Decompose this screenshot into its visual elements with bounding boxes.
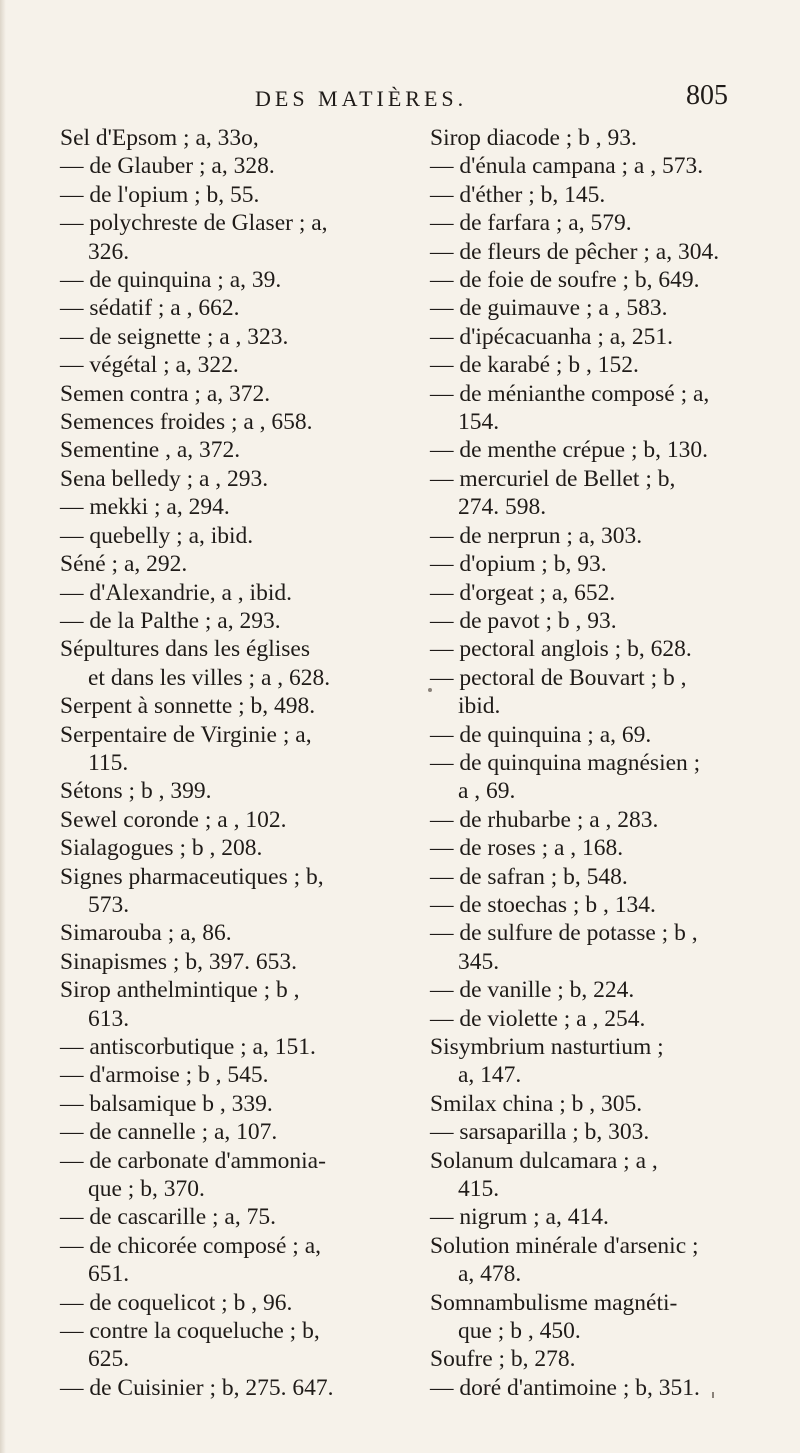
index-entry-continuation: a, 478. xyxy=(458,1261,522,1288)
index-entry: — sédatif ; a , 662. xyxy=(60,295,240,322)
index-entry: — d'énula campana ; a , 573. xyxy=(430,153,704,180)
index-entry: Sétons ; b , 399. xyxy=(60,778,212,805)
index-entry: — mekki ; a, 294. xyxy=(60,494,230,521)
index-entry: — végétal ; a, 322. xyxy=(60,352,239,379)
index-entry: — de foie de soufre ; b, 649. xyxy=(430,267,700,294)
index-entry: Sirop anthelmintique ; b , xyxy=(60,977,300,1004)
index-column-left xyxy=(60,124,400,1402)
index-entry: Signes pharmaceutiques ; b, xyxy=(60,863,324,890)
index-entry: — de cascarille ; a, 75. xyxy=(60,1204,276,1231)
index-entry: — d'éther ; b, 145. xyxy=(430,181,606,208)
index-entry: — d'opium ; b, 93. xyxy=(430,551,607,578)
index-entry-continuation: 326. xyxy=(88,238,130,265)
index-entry: — balsamique b , 339. xyxy=(60,1090,273,1117)
index-entry-continuation: 154. xyxy=(458,409,500,436)
index-entry: Solanum dulcamara ; a , xyxy=(430,1147,658,1174)
index-entry: — de guimauve ; a , 583. xyxy=(430,295,668,322)
index-entry: Séné ; a, 292. xyxy=(60,551,188,578)
index-entry: Sépultures dans les églises xyxy=(60,636,310,663)
index-entry: — de quinquina magnésien ; xyxy=(430,749,701,776)
index-entry: Sirop diacode ; b , 93. xyxy=(430,125,637,151)
index-entry: — d'ipécacuanha ; a, 251. xyxy=(430,323,674,350)
index-entry: — d'orgeat ; a, 652. xyxy=(430,579,616,606)
page-number: 805 xyxy=(686,80,728,111)
index-entry: — de seignette ; a , 323. xyxy=(60,323,289,350)
index-entry: — d'armoise ; b , 545. xyxy=(60,1062,269,1089)
index-entry-continuation: 274. 598. xyxy=(458,494,547,521)
index-entry-continuation: 651. xyxy=(88,1261,130,1288)
index-entry-continuation: et dans les villes ; a , 628. xyxy=(88,664,331,691)
index-entry: — de ménianthe composé ; a, xyxy=(430,380,710,407)
index-entry: Sel d'Epsom ; a, 33o, xyxy=(60,125,259,151)
index-entry-continuation: 415. xyxy=(458,1176,500,1203)
index-entry-continuation: a , 69. xyxy=(458,778,516,805)
index-column-right xyxy=(430,124,755,1402)
index-entry: — de quinquina ; a, 39. xyxy=(60,267,282,294)
index-entry-continuation: 573. xyxy=(88,891,130,918)
index-entry: — de safran ; b, 548. xyxy=(430,863,628,890)
running-title: DES MATIÈRES. xyxy=(255,86,468,111)
index-entry: — sarsaparilla ; b, 303. xyxy=(430,1119,650,1146)
index-entry: Sisymbrium nasturtium ; xyxy=(430,1034,664,1060)
index-entry: — de Cuisinier ; b, 275. 647. xyxy=(60,1374,334,1401)
index-entry: Soufre ; b, 278. xyxy=(430,1346,576,1373)
index-entry: — contre la coqueluche ; b, xyxy=(60,1318,320,1345)
index-entry: — de chicorée composé ; a, xyxy=(60,1232,322,1259)
index-entry: Semen contra ; a, 372. xyxy=(60,380,271,407)
index-entry: — de quinquina ; a, 69. xyxy=(430,721,652,748)
index-entry-continuation: ibid. xyxy=(458,693,501,720)
index-entry: — de carbonate d'ammonia- xyxy=(60,1147,326,1174)
index-entry-continuation: a, 147. xyxy=(458,1062,522,1089)
index-entry: Sinapismes ; b, 397. 653. xyxy=(60,948,297,975)
index-entry: — de vanille ; b, 224. xyxy=(430,977,635,1004)
index-entry: Simarouba ; a, 86. xyxy=(60,920,232,947)
index-entry: — doré d'antimoine ; b, 351. xyxy=(430,1374,700,1401)
index-entry: — de violette ; a , 254. xyxy=(430,1005,646,1032)
index-entry-continuation: que ; b , 450. xyxy=(458,1318,581,1345)
index-entry-continuation: 613. xyxy=(88,1005,130,1032)
index-entry: Sewel coronde ; a , 102. xyxy=(60,806,287,833)
index-entry: — de sulfure de potasse ; b , xyxy=(430,920,698,947)
index-entry-continuation: 345. xyxy=(458,948,500,975)
index-entry: — de menthe crépue ; b, 130. xyxy=(430,437,708,464)
index-entry: Sena belledy ; a , 293. xyxy=(60,465,269,492)
index-entry: — antiscorbutique ; a, 151. xyxy=(60,1034,316,1060)
index-entry: — pectoral de Bouvart ; b , xyxy=(430,664,687,691)
index-entry: — polychreste de Glaser ; a, xyxy=(60,210,328,237)
index-entry: — de karabé ; b , 152. xyxy=(430,352,639,379)
margin-mark xyxy=(712,1392,714,1398)
index-entry-continuation: 115. xyxy=(88,749,129,776)
index-entry: Serpent à sonnette ; b, 498. xyxy=(60,693,316,720)
page-edge-shadow xyxy=(0,0,6,1453)
index-entry: — quebelly ; a, ibid. xyxy=(60,522,254,549)
index-entry: — nigrum ; a, 414. xyxy=(430,1204,609,1231)
index-entry: — de l'opium ; b, 55. xyxy=(60,181,260,208)
index-entry-continuation: 625. xyxy=(88,1346,130,1373)
index-entry: — d'Alexandrie, a , ibid. xyxy=(60,579,292,606)
index-entry: — de Glauber ; a, 328. xyxy=(60,153,275,180)
index-entry: — de rhubarbe ; a , 283. xyxy=(430,806,659,833)
index-entry: — de farfara ; a, 579. xyxy=(430,210,632,237)
index-entry: Smilax china ; b , 305. xyxy=(430,1090,643,1117)
index-entry: Semences froides ; a , 658. xyxy=(60,409,313,436)
index-entry: — de fleurs de pêcher ; a, 304. xyxy=(430,238,720,265)
index-entry: — de cannelle ; a, 107. xyxy=(60,1119,278,1146)
index-entry: Solution minérale d'arsenic ; xyxy=(430,1232,699,1259)
index-entry: — mercuriel de Bellet ; b, xyxy=(430,465,676,492)
index-entry: — de nerprun ; a, 303. xyxy=(430,522,643,549)
index-entry: — de stoechas ; b , 134. xyxy=(430,891,656,918)
index-entry: — de roses ; a , 168. xyxy=(430,835,624,862)
index-entry: Sementine , a, 372. xyxy=(60,437,241,464)
index-entry: — de la Palthe ; a, 293. xyxy=(60,607,281,634)
index-entry: — pectoral anglois ; b, 628. xyxy=(430,636,692,663)
index-entry: Sialagogues ; b , 208. xyxy=(60,835,263,862)
index-entry-continuation: que ; b, 370. xyxy=(88,1176,205,1203)
index-entry: — de coquelicot ; b , 96. xyxy=(60,1289,293,1316)
page-header xyxy=(0,80,800,120)
index-entry: — de pavot ; b , 93. xyxy=(430,607,617,634)
index-entry: Serpentaire de Virginie ; a, xyxy=(60,721,312,748)
index-entry: Somnambulisme magnéti- xyxy=(430,1289,678,1316)
